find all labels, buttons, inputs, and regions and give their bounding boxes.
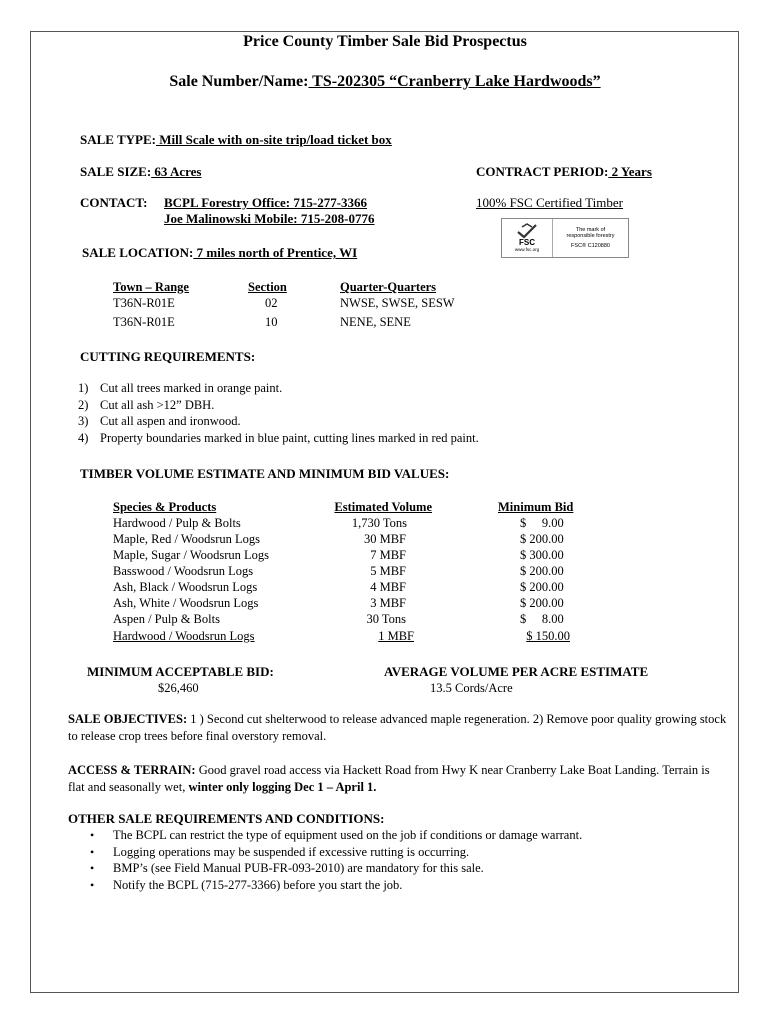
table-row: 3 MBF bbox=[370, 596, 406, 610]
table-row: Aspen / Pulp & Bolts bbox=[113, 612, 220, 626]
access-terrain bbox=[68, 762, 728, 796]
contract-period-value: 2 Years bbox=[608, 164, 652, 179]
loc-header-section: Section bbox=[248, 280, 287, 294]
table-row: $ 200.00 bbox=[520, 564, 564, 578]
sale-type-label: SALE TYPE: bbox=[80, 132, 156, 147]
contact-label: CONTACT: bbox=[80, 195, 148, 210]
min-bid-label: MINIMUM ACCEPTABLE BID: bbox=[87, 664, 274, 679]
table-row: NWSE, SWSE, SESW bbox=[340, 296, 455, 310]
table-row: Hardwood / Pulp & Bolts bbox=[113, 516, 241, 530]
fsc-certified-text: 100% FSC Certified Timber bbox=[476, 195, 623, 210]
other-requirements-list bbox=[68, 827, 582, 893]
list-item: • The BCPL can restrict the type of equipment used on the job if conditions or damage warrant. bbox=[68, 827, 582, 844]
sale-location-label: SALE LOCATION: bbox=[82, 245, 194, 260]
vol-header-species: Species & Products bbox=[113, 500, 217, 514]
volume-heading: TIMBER VOLUME ESTIMATE AND MINIMUM BID VALUES: bbox=[80, 466, 450, 481]
access-bold-tail: winter only logging Dec 1 – April 1. bbox=[188, 780, 377, 794]
list-item: 2) Cut all ash >12” DBH. bbox=[78, 397, 215, 412]
sale-type-value: Mill Scale with on-site trip/load ticket box bbox=[155, 132, 392, 147]
loc-header-town: Town – Range bbox=[113, 280, 189, 294]
vol-header-bid: Minimum Bid bbox=[498, 500, 574, 514]
sale-size-value: 63 Acres bbox=[151, 164, 202, 179]
fsc-logo: FSC www.fsc.org The mark of responsible forestry FSC® C120880 bbox=[501, 218, 629, 258]
cutting-list bbox=[78, 380, 479, 446]
min-bid-value: $26,460 bbox=[158, 681, 199, 695]
table-row: 10 bbox=[265, 315, 278, 329]
sale-location bbox=[82, 245, 357, 261]
table-row: Ash, Black / Woodsrun Logs bbox=[113, 580, 258, 594]
table-row: $ 8.00 bbox=[520, 612, 564, 626]
contract-period bbox=[476, 164, 652, 180]
objectives-text: 1 ) Second cut shelterwood to release advanced maple regeneration. 2) Remove poor quality growing stock to release crop trees before final overstory removal. bbox=[68, 712, 727, 743]
sale-number-label: Sale Number/Name: bbox=[169, 73, 309, 90]
table-row: Basswood / Woodsrun Logs bbox=[113, 564, 254, 578]
list-item: • Logging operations may be suspended if excessive rutting is occurring. bbox=[68, 844, 582, 861]
cutting-heading: CUTTING REQUIREMENTS: bbox=[80, 349, 256, 364]
table-row: 1,730 Tons bbox=[351, 516, 407, 530]
table-row: $ 300.00 bbox=[520, 548, 564, 562]
table-row: $ 150.00 bbox=[526, 629, 570, 643]
table-row: T36N-R01E bbox=[113, 296, 175, 310]
sale-objectives bbox=[68, 711, 728, 745]
table-row: T36N-R01E bbox=[113, 315, 175, 329]
table-row: 5 MBF bbox=[370, 564, 406, 578]
table-row: $ 200.00 bbox=[520, 532, 564, 546]
page-title: Price County Timber Sale Bid Prospectus bbox=[243, 33, 527, 50]
table-row: Maple, Sugar / Woodsrun Logs bbox=[113, 548, 270, 562]
access-label: ACCESS & TERRAIN: bbox=[68, 763, 196, 777]
sale-size-label: SALE SIZE: bbox=[80, 164, 152, 179]
list-item: 3) Cut all aspen and ironwood. bbox=[78, 414, 241, 428]
table-row: $ 9.00 bbox=[520, 516, 564, 530]
sale-size bbox=[80, 164, 201, 180]
list-item: 1) Cut all trees marked in orange paint. bbox=[78, 381, 283, 395]
avg-volume-label: AVERAGE VOLUME PER ACRE ESTIMATE bbox=[384, 664, 649, 679]
table-row: 02 bbox=[265, 296, 278, 310]
other-heading: OTHER SALE REQUIREMENTS AND CONDITIONS: bbox=[68, 811, 385, 826]
table-row: 7 MBF bbox=[370, 548, 406, 562]
access-text: Good gravel road access via Hackett Road from Hwy K near Cranberry Lake Boat Landing. Terrain is flat and seasonally wet, bbox=[68, 763, 710, 794]
contract-period-label: CONTRACT PERIOD: bbox=[476, 164, 609, 179]
contact-line-2: Joe Malinowski Mobile: 715-208-0776 bbox=[164, 211, 375, 226]
table-row: Maple, Red / Woodsrun Logs bbox=[113, 532, 261, 546]
table-row: 30 MBF bbox=[363, 532, 406, 546]
table-row: $ 200.00 bbox=[520, 580, 564, 594]
loc-header-qq: Quarter-Quarters bbox=[340, 280, 437, 294]
contact-line-1: BCPL Forestry Office: 715-277-3366 bbox=[164, 195, 368, 210]
sale-number-value: TS-202305 “Cranberry Lake Hardwoods” bbox=[308, 73, 601, 90]
table-row: 4 MBF bbox=[370, 580, 406, 594]
vol-header-volume: Estimated Volume bbox=[334, 500, 432, 514]
table-row: NENE, SENE bbox=[340, 315, 411, 329]
avg-volume-value: 13.5 Cords/Acre bbox=[430, 681, 513, 695]
sale-type bbox=[80, 132, 392, 148]
table-row: $ 200.00 bbox=[520, 596, 564, 610]
table-row: Hardwood / Woodsrun Logs bbox=[113, 629, 255, 643]
table-row: Ash, White / Woodsrun Logs bbox=[113, 596, 259, 610]
list-item: 4) Property boundaries marked in blue paint, cutting lines marked in red paint. bbox=[78, 430, 479, 445]
list-item: • BMP’s (see Field Manual PUB-FR-093-2010) are mandatory for this sale. bbox=[68, 860, 582, 877]
table-row: 30 Tons bbox=[366, 612, 406, 626]
sale-number-line bbox=[0, 73, 770, 91]
fsc-tree-check-icon: FSC www.fsc.org bbox=[502, 219, 553, 257]
table-row: 1 MBF bbox=[378, 629, 414, 643]
sale-location-value: 7 miles north of Prentice, WI bbox=[193, 245, 358, 260]
objectives-label: SALE OBJECTIVES: bbox=[68, 712, 188, 726]
list-item: • Notify the BCPL (715-277-3366) before you start the job. bbox=[68, 877, 582, 894]
